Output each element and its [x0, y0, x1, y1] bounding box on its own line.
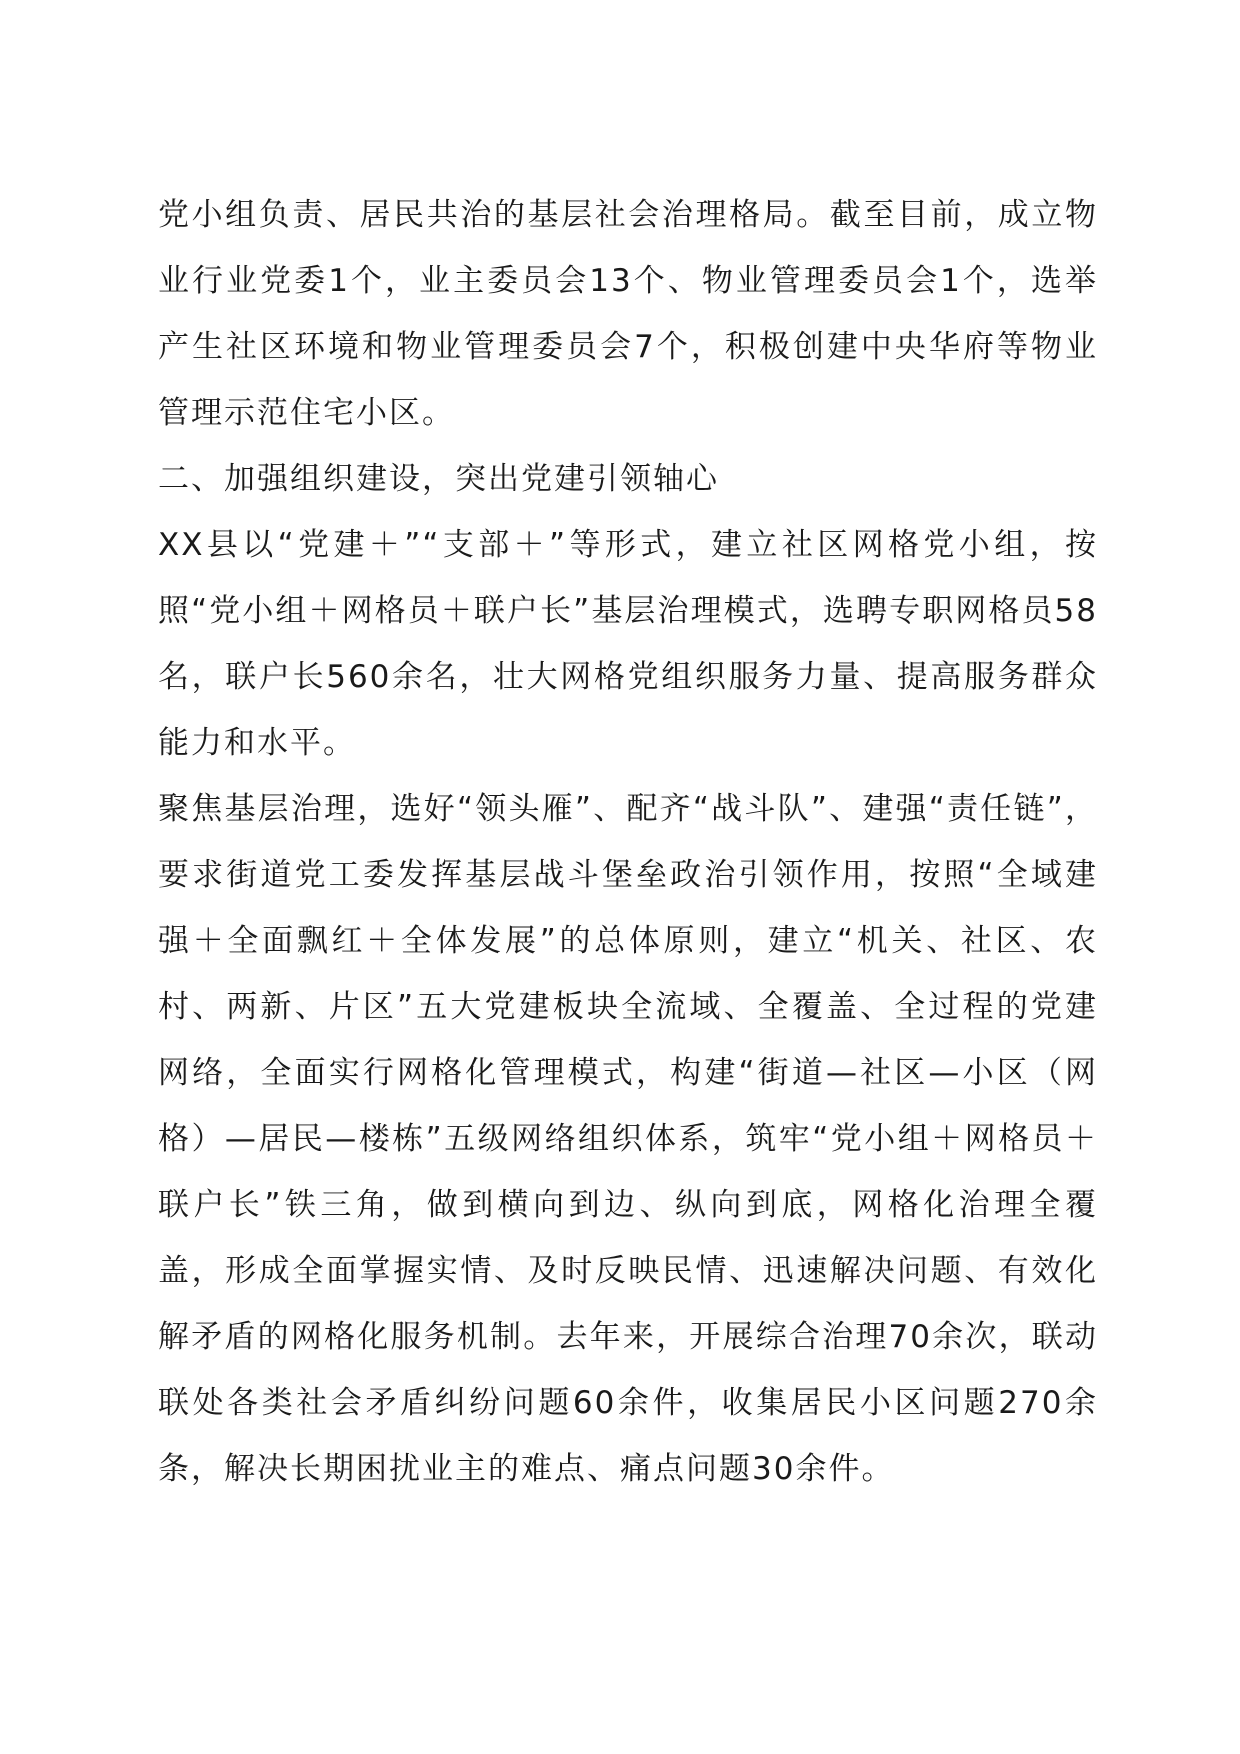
paragraph-governance-results: 党小组负责、居民共治的基层社会治理格局。截至目前，成立物业行业党委1个，业主委员会13个、物业管理委员会1个，选举产生社区环境和物业管理委员会7个，积极创建中央华府等物业管理示范住宅小区。: [158, 197, 1098, 431]
section-heading-organization: 二、加强组织建设，突出党建引领轴心: [158, 461, 719, 497]
paragraph-grid-party-groups: XX县以“党建＋”“支部＋”等形式，建立社区网格党小组，按照“党小组＋网格员＋联户长”基层治理模式，选聘专职网格员58名，联户长560余名，壮大网格党组织服务力量、提高服务群众能力和水平。: [158, 527, 1098, 761]
document-body: [158, 182, 1098, 1502]
paragraph-grassroots-governance: 聚焦基层治理，选好“领头雁”、配齐“战斗队”、建强“责任链”，要求街道党工委发挥基层战斗堡垒政治引领作用，按照“全域建强＋全面飘红＋全体发展”的总体原则，建立“机关、社区、农村、两新、片区”五大党建板块全流域、全覆盖、全过程的党建网络，全面实行网格化管理模式，构建“街道—社区—小区（网格）—居民—楼栋”五级网络组织体系，筑牢“党小组＋网格员＋联户长”铁三角，做到横向到边、纵向到底，网格化治理全覆盖，形成全面掌握实情、及时反映民情、迅速解决问题、有效化解矛盾的网格化服务机制。去年来，开展综合治理70余次，联动联处各类社会矛盾纠纷问题60余件，收集居民小区问题270余条，解决长期困扰业主的难点、痛点问题30余件。: [158, 791, 1098, 1487]
